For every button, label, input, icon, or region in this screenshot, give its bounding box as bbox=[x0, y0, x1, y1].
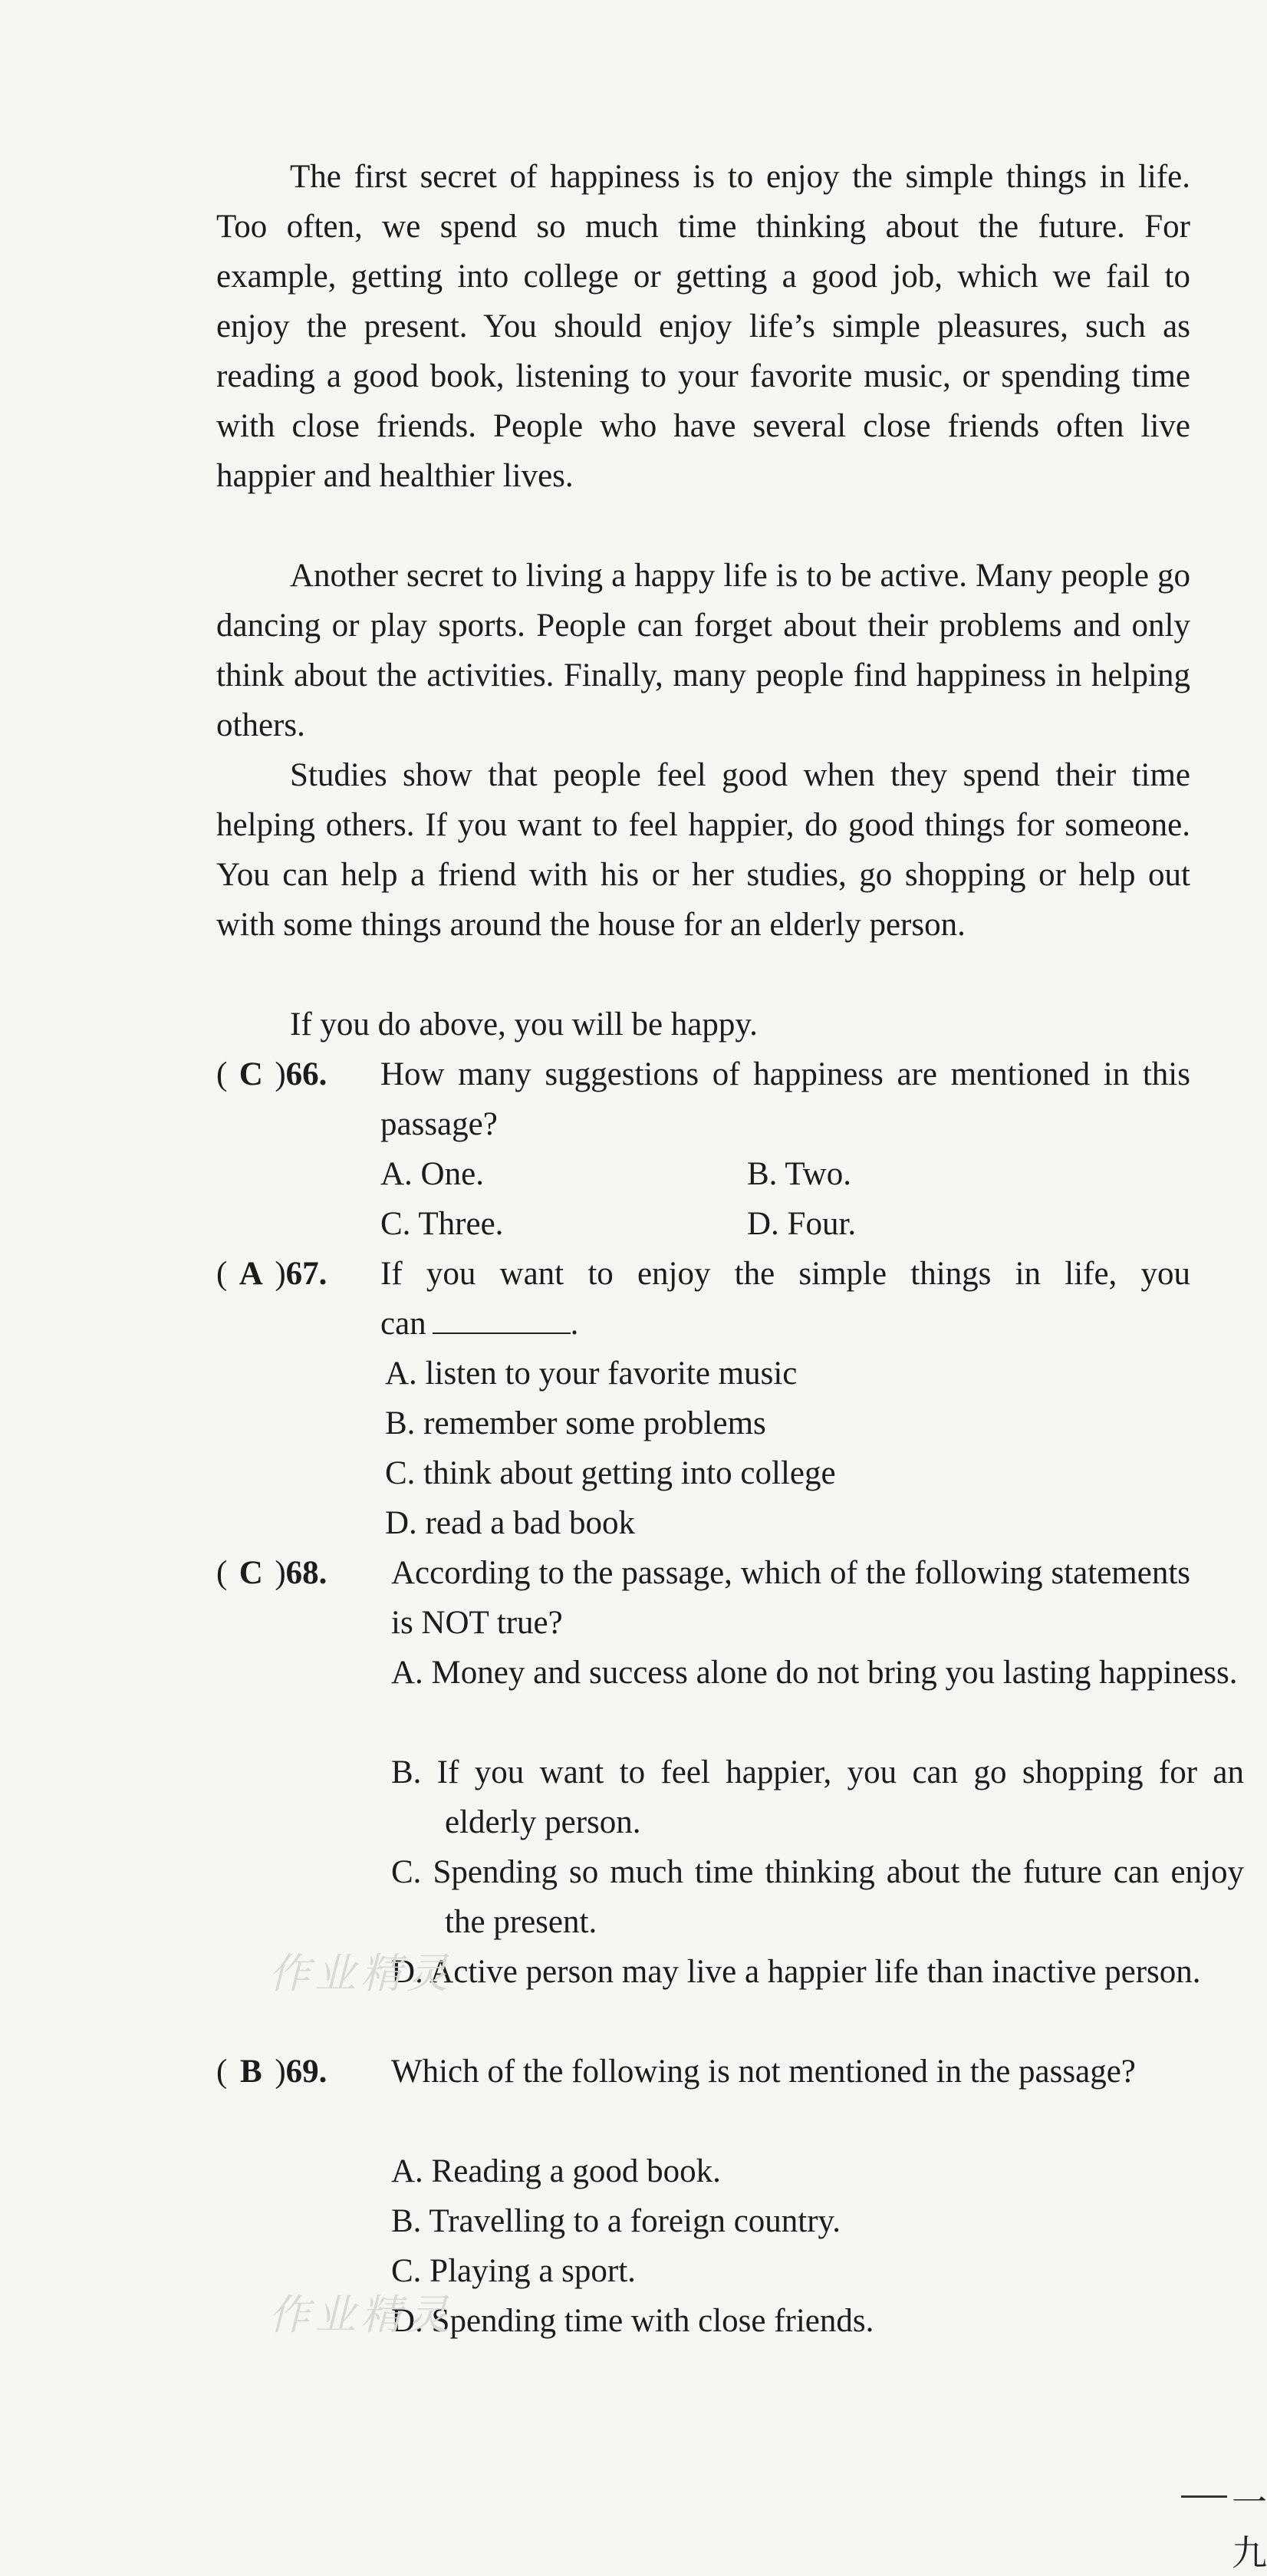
q66-answer: C bbox=[239, 1056, 263, 1092]
q66-stem-text: How many suggestions of happiness are mentioned in this passage? bbox=[380, 1056, 1190, 1142]
q67-answer: A bbox=[239, 1256, 263, 1292]
q69-option-b: B. Travelling to a foreign country. bbox=[391, 2203, 841, 2239]
q68-stem: According to the passage, which of the following statements is NOT true? bbox=[391, 1555, 1190, 1641]
q66-stem bbox=[380, 1049, 1190, 1149]
q67-option-c: C. think about getting into college bbox=[385, 1455, 836, 1491]
watermark-2: 作业精灵 bbox=[268, 2291, 452, 2339]
q69-option-a: A. Reading a good book. bbox=[391, 2153, 721, 2189]
q68-answer: C bbox=[239, 1555, 263, 1591]
q67-answer-blank bbox=[433, 1302, 571, 1334]
q68-option-b: B. If you want to feel happier, you can go shopping for an elderly person. bbox=[391, 1754, 1244, 1840]
q69-option-d: D. Spending time with close friends. bbox=[391, 2303, 874, 2339]
q67-stem-period: . bbox=[570, 1306, 579, 1342]
passage-paragraph-2: Another secret to living a happy life is to be active. Many people go dancing or play sports. People can forget about their problems and only think about the activities. Finally, many people find happiness in helping others. bbox=[216, 558, 1190, 743]
q66-option-b: B. Two. bbox=[747, 1156, 851, 1192]
passage-paragraph-4: If you do above, you will be happy. bbox=[290, 1006, 758, 1043]
q67-option-a: A. listen to your favorite music bbox=[385, 1356, 798, 1392]
watermark-1: 作业精灵 bbox=[268, 1949, 452, 1998]
page-number-mark: 一九 bbox=[1232, 2482, 1267, 2574]
q66-option-a: A. One. bbox=[380, 1156, 484, 1192]
q69-stem: Which of the following is not mentioned in the passage? bbox=[391, 2054, 1136, 2090]
q67-option-d: D. read a bad book bbox=[385, 1505, 635, 1541]
q66-number: 66. bbox=[285, 1056, 327, 1092]
q68-option-c: C. Spending so much time thinking about the future can enjoy the present. bbox=[391, 1854, 1244, 1940]
q67-stem-can: can bbox=[380, 1306, 426, 1342]
q66-option-c: C. Three. bbox=[380, 1206, 504, 1242]
q67-stem-line-1: If you want to enjoy the simple things in life, you bbox=[380, 1256, 1190, 1292]
passage-paragraph-1: The first secret of happiness is to enjoy the simple things in life. Too often, we spend so much time thinking about the future. For example, getting into college or getting a good job, which we fail to enjoy the present. You should enjoy life’s simple pleasures, such as reading a good book, listening to your favorite music, or spending time with close friends. People who have several close friends often live happier and healthier lives. bbox=[216, 159, 1190, 494]
passage-paragraph-3: Studies show that people feel good when they spend their time helping others. If you want to feel happier, do good things for someone. You can help a friend with his or her studies, go shopping or help out with some things around the house for an elderly person. bbox=[216, 757, 1190, 943]
q67-answer-bracket: ( A )67. bbox=[216, 1249, 327, 1299]
q68-option-d: D. Active person may live a happier life than inactive person. bbox=[391, 1954, 1201, 1990]
q68-answer-bracket: ( C )68. bbox=[216, 1548, 327, 1598]
q68-option-a: A. Money and success alone do not bring you lasting happiness. bbox=[391, 1655, 1238, 1691]
q67-number: 67. bbox=[285, 1256, 327, 1292]
q66-answer-bracket: ( C )66. bbox=[216, 1049, 327, 1099]
q67-option-b: B. remember some problems bbox=[385, 1405, 766, 1441]
q69-option-c: C. Playing a sport. bbox=[391, 2253, 636, 2289]
q68-number: 68. bbox=[285, 1555, 327, 1591]
q67-stem-line-2 bbox=[380, 1299, 578, 1349]
q66-option-d: D. Four. bbox=[747, 1206, 857, 1242]
q69-answer-bracket: ( B )69. bbox=[216, 2047, 327, 2097]
footer-rule bbox=[1181, 2495, 1227, 2498]
q69-answer: B bbox=[239, 2054, 262, 2090]
q69-number: 69. bbox=[285, 2054, 327, 2090]
